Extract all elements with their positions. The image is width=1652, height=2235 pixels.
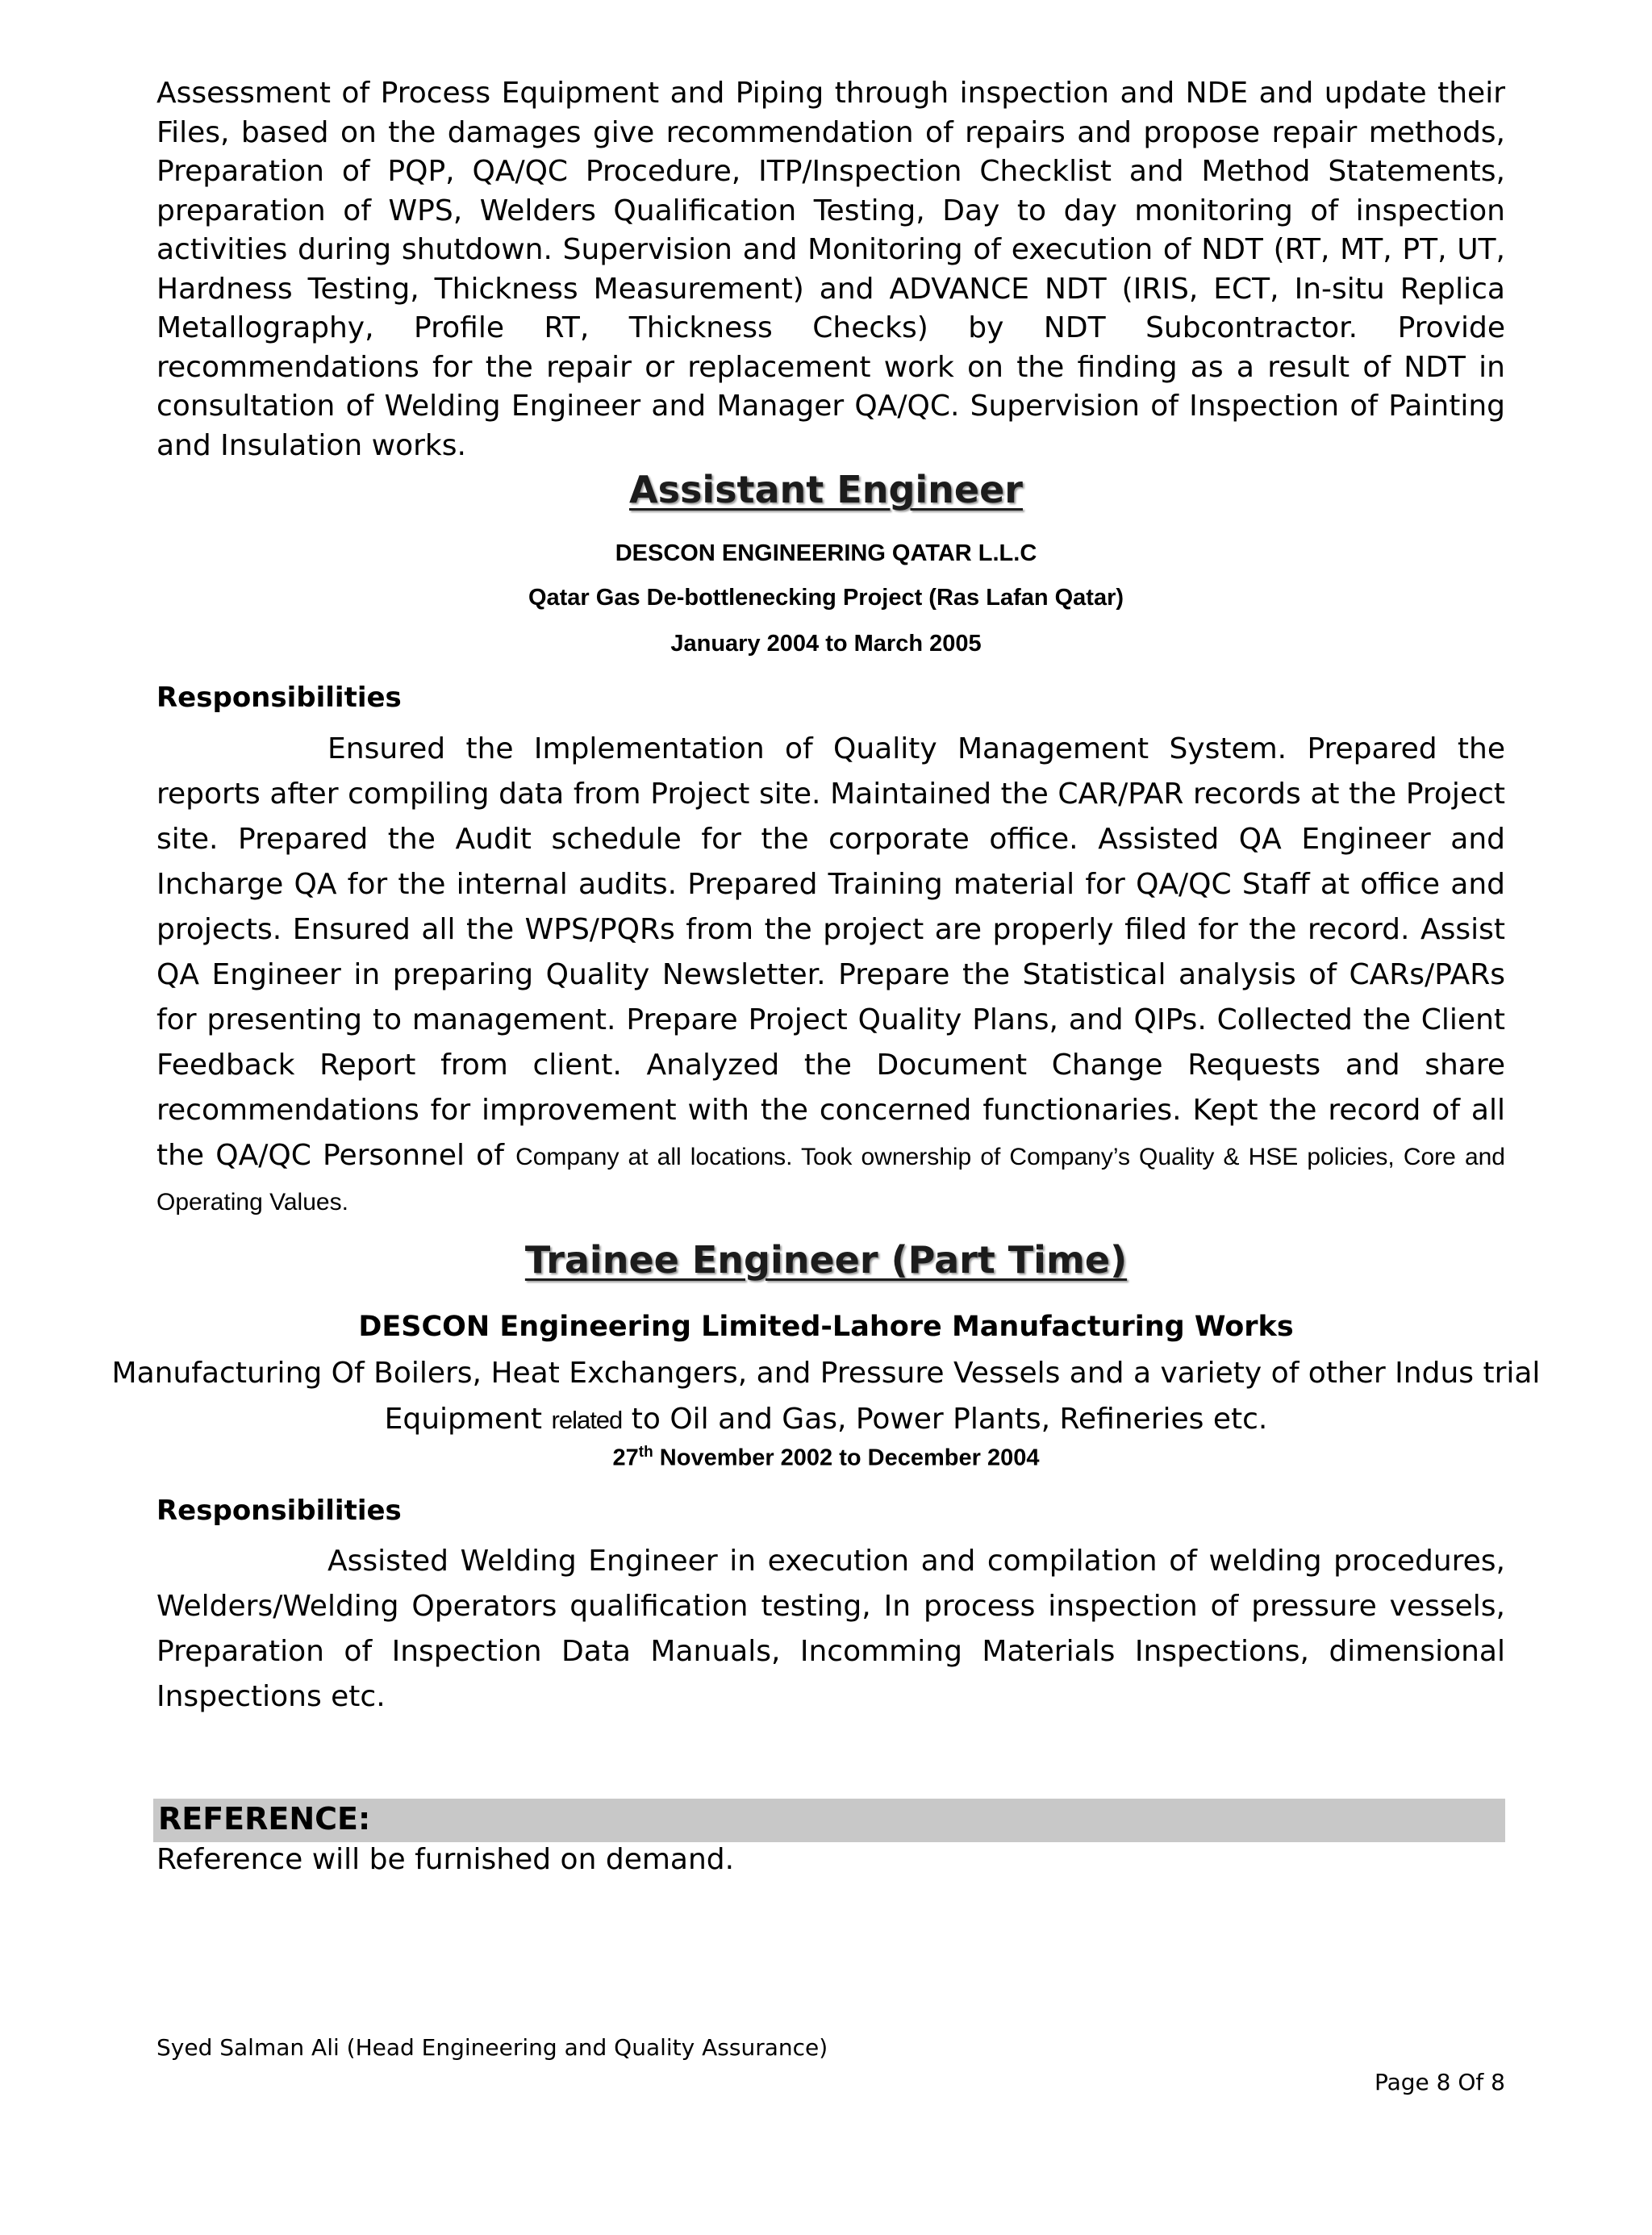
trainee-engineer-description-line1: Manufacturing Of Boilers, Heat Exchangers, and Pressure Vessels and a variety of other Indus trial bbox=[111, 1357, 1541, 1390]
trainee-engineer-responsibilities bbox=[156, 1539, 1505, 1720]
assistant-engineer-company: DESCON ENGINEERING QATAR L.L.C bbox=[615, 540, 1037, 566]
trainee-engineer-company: DESCON Engineering Limited-Lahore Manufacturing Works bbox=[358, 1311, 1294, 1343]
trainee-engineer-description-line2 bbox=[0, 1403, 1652, 1436]
assistant-engineer-responsibilities-tail: Company at all locations. Took ownership of Company’s Quality & HSE policies, Core and Operating Values. bbox=[156, 1144, 1505, 1215]
intro-paragraph: Assessment of Process Equipment and Piping through inspection and NDE and update their Files, based on the damages give recommendation of repairs and propose repair methods, Preparation of PQP, QA/QC Procedure, ITP/Inspection Checklist and Method Statements, preparation of WPS, Welders Qualification Testing, Day to day monitoring of inspection activities during shutdown. Supervision and Monitoring of execution of NDT (RT, MT, PT, UT, Hardness Testing, Thickness Measurement) and ADVANCE NDT (IRIS, ECT, In-situ Replica Metallography, Profile RT, Thickness Checks) by NDT Subcontractor. Provide recommendations for the repair or replacement work on the finding as a result of NDT in consultation of Welding Engineer and Manager QA/QC. Supervision of Inspection of Painting and Insulation works. bbox=[156, 77, 1505, 462]
description-rest: to Oil and Gas, Power Plants, Refineries etc. bbox=[631, 1403, 1268, 1436]
period-rest: November 2002 to December 2004 bbox=[659, 1445, 1040, 1471]
footer-name: Syed Salman Ali (Head Engineering and Quality Assurance) bbox=[156, 2034, 828, 2061]
description-related: related bbox=[551, 1406, 623, 1434]
assistant-engineer-project: Qatar Gas De-bottlenecking Project (Ras Lafan Qatar) bbox=[528, 585, 1124, 611]
assistant-engineer-responsibilities-main: Ensured the Implementation of Quality Management System. Prepared the reports after compiling data from Project site. Maintained the CAR/PAR records at the Project site. Prepared the Audit schedule for the corporate office. Assisted QA Engineer and Incharge QA for the internal audits. Prepared Training material for QA/QC Staff at office and projects. Ensured all the WPS/PQRs from the project are properly filed for the record. Assist QA Engineer in preparing Quality Newsletter. Prepare the Statistical analysis of CARs/PARs for presenting to management. Prepare Project Quality Plans, and QIPs. Collected the Client Feedback Report from client. Analyzed the Document Change Requests and share recommendations for improvement with the concerned functionaries. Kept the record of all the QA/QC Personnel of bbox=[156, 732, 1505, 1172]
page-number: Page 8 Of 8 bbox=[1374, 2069, 1505, 2095]
assistant-engineer-heading: Assistant Engineer bbox=[629, 468, 1023, 511]
trainee-engineer-responsibilities-text: Assisted Welding Engineer in execution and compilation of welding procedures, Welders/Welding Operators qualification testing, In process inspection of pressure vessels, Preparation of Inspection Data Manuals, Incomming Materials Inspections, dimensional Inspections etc. bbox=[156, 1545, 1505, 1713]
description-equipment: Equipment bbox=[384, 1403, 543, 1436]
trainee-engineer-period bbox=[0, 1444, 1652, 1472]
period-day: 27 bbox=[612, 1445, 639, 1471]
trainee-engineer-responsibilities-label: Responsibilities bbox=[156, 1495, 402, 1527]
period-suffix: th bbox=[638, 1444, 653, 1461]
reference-title: REFERENCE: bbox=[158, 1801, 371, 1837]
assistant-engineer-responsibilities bbox=[156, 727, 1505, 1224]
reference-text: Reference will be furnished on demand. bbox=[156, 1843, 735, 1876]
assistant-engineer-period: January 2004 to March 2005 bbox=[670, 631, 982, 657]
assistant-engineer-responsibilities-label: Responsibilities bbox=[156, 682, 402, 714]
trainee-engineer-heading: Trainee Engineer (Part Time) bbox=[524, 1238, 1128, 1282]
